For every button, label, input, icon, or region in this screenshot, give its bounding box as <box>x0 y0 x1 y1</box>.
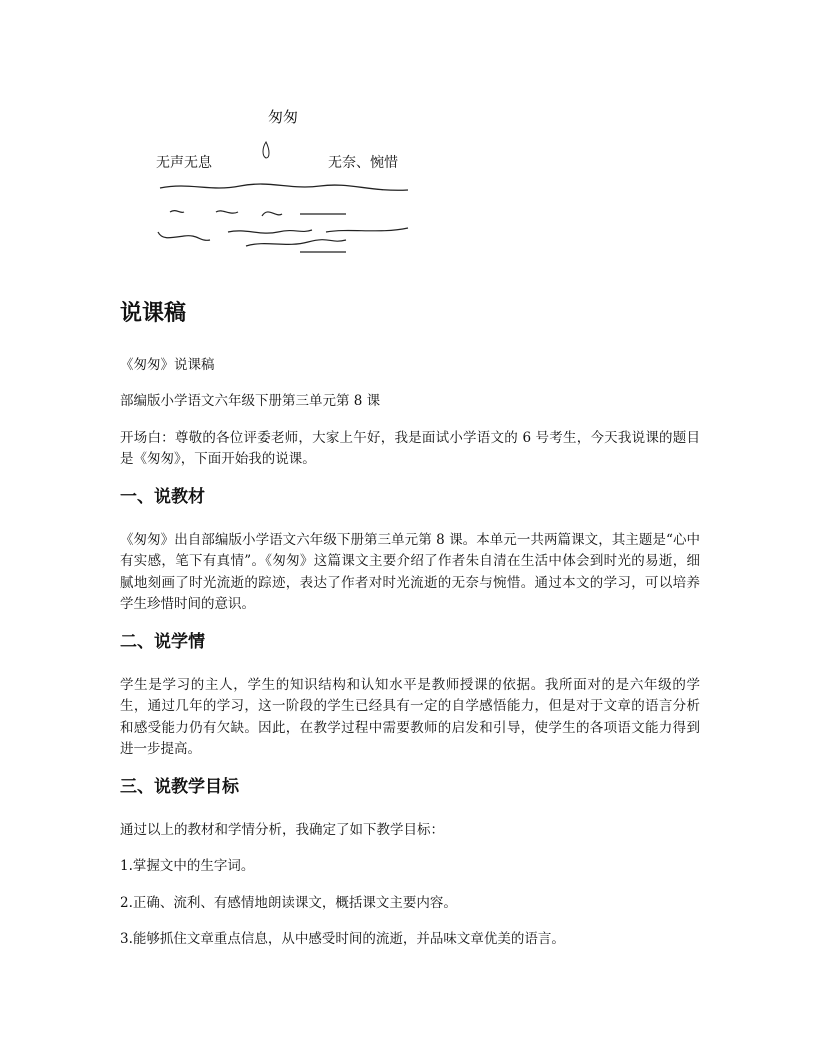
section-paragraph: 《匆匆》出自部编版小学语文六年级下册第三单元第 8 课。本单元一共两篇课文，其主题是“心中有实感，笔下有真情”。《匆匆》这篇课文主要介绍了作者朱自清在生活中体会到时光的易逝，细腻地刻画了时光流逝的踪迹，表达了作者对时光流逝的无奈与惋惜。通过本文的学习，可以培养学生珍惜时间的意识。 <box>120 531 700 613</box>
sketch-right-label: 无奈、惋惜 <box>328 155 398 171</box>
wave-line-4 <box>262 212 282 216</box>
sketch-drawing <box>150 100 420 260</box>
page-title: 说课稿 <box>120 301 187 326</box>
section-heading-goals: 三、说教学目标 <box>120 776 239 797</box>
drop-mark <box>263 142 269 158</box>
section-paragraph: 学生是学习的主人，学生的知识结构和认知水平是教师授课的依据。我所面对的是六年级的学生，通过几年的学习，这一阶段的学生已经具有一定的自学感悟能力，但是对于文章的语言分析和感受能力仍有欠缺。因此，在教学过程中需要教师的启发和引导，使学生的各项语文能力得到进一步提高。 <box>120 676 700 758</box>
goal-item: 1.掌握文中的生字词。 <box>120 858 255 875</box>
wave-line-6 <box>158 232 210 240</box>
section-heading-students: 二、说学情 <box>120 631 205 652</box>
wave-line-8 <box>326 228 408 232</box>
document-body <box>120 300 700 966</box>
wave-line-1 <box>160 184 408 190</box>
opening-paragraph: 开场白：尊敬的各位评委老师，大家上午好，我是面试小学语文的 6 号考生，今天我说课的题目是《匆匆》，下面开始我的说课。 <box>120 429 700 468</box>
wave-line-7 <box>228 230 312 233</box>
lesson-title-line: 《匆匆》说课稿 <box>120 356 215 373</box>
goal-item: 3.能够抓住文章重点信息，从中感受时间的流逝，并品味文章优美的语言。 <box>120 931 565 948</box>
blackboard-sketch <box>150 100 420 260</box>
wave-line-2 <box>170 211 184 213</box>
wave-line-9 <box>246 240 346 246</box>
goal-item: 2.正确、流利、有感情地朗读课文，概括课文主要内容。 <box>120 894 457 911</box>
sketch-left-label: 无声无息 <box>156 155 212 171</box>
wave-line-3 <box>216 211 238 213</box>
section-heading-textbook: 一、说教材 <box>120 486 205 507</box>
sketch-title: 匆匆 <box>268 108 299 126</box>
lesson-source-line: 部编版小学语文六年级下册第三单元第 8 课 <box>120 393 381 410</box>
section-paragraph: 通过以上的教材和学情分析，我确定了如下教学目标： <box>120 821 444 838</box>
